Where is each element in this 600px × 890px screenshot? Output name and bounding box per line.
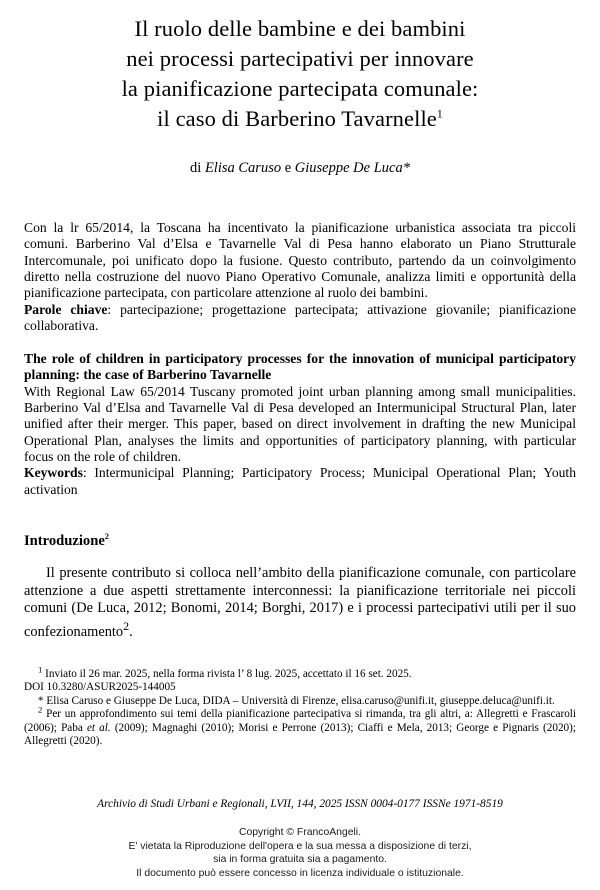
abstract-italian [24,220,576,334]
footnote-1-doi: DOI 10.3280/ASUR2025-144005 [24,681,176,694]
copyright-line-2: E' vietata la Riproduzione dell'opera e la sua messa a disposizione di terzi, [128,840,472,852]
section-heading-introduzione [24,532,576,550]
page-title [24,0,576,134]
byline-prefix: di [190,160,205,176]
title-line-2: nei processi partecipativi per innovare [126,46,474,71]
abstract-english-keywords [24,465,576,498]
footnote-2-text-before: Per un approfondimento sui temi della pianificazione partecipativa si rimanda, tra gli altri, a: Allegretti e Frascaroli (2006); Paba [24,708,577,734]
footnote-star-text: Elisa Caruso e Giuseppe De Luca, DIDA – Università di Firenze, elisa.caruso@unifi.it, giuseppe.deluca@unifi.it. [46,694,555,707]
introduction-footnote-marker: 2 [123,618,130,633]
section-heading-text: Introduzione [24,533,105,549]
section-heading-footnote-marker: 2 [104,532,109,542]
copyright-line-1: Copyright © FrancoAngeli. [238,827,361,838]
footnote-2 [24,704,577,748]
copyright-line-4: Il documento può essere concesso in licenza individuale o istituzionale. [136,867,464,879]
footnote-1 [24,664,576,681]
footnote-2-text-after: (2009); Magnaghi (2010); Morisi e Perrone (2013); Ciaffi e Mela, 2013; George e Pignaris (2020); Allegretti (2020). [24,721,576,748]
introduction-paragraph [24,565,576,641]
author-byline [24,158,576,178]
keywords-list-english: Intermunicipal Planning; Participatory Process; Municipal Operational Plan; Youth activation [24,465,577,497]
journal-citation-line: Archivio di Studi Urbani e Regionali, LVII, 144, 2025 ISSN 0004-0177 ISSNe 1971-8519 [97,798,503,810]
title-footnote-marker: 1 [436,107,443,121]
abstract-italian-body: Con la lr 65/2014, la Toscana ha incentivato la pianificazione urbanistica associata tra piccoli comuni. Barberino Val d’Elsa e Tavarnelle Val di Pesa hanno elaborato un Piano Strutturale Intercomunale, poi unificato dopo la fusione. Questo contributo, partendo da un coinvolgimento diretto nella costruzione del nuovo Piano Operativo Comunale, analizza limiti e opportunità della pianificazione partecipata, con particolare attenzione al ruolo dei bambini. [24,220,576,301]
footnote-2-marker: 2 [38,704,43,715]
keywords-separator-english: : [82,465,95,481]
title-line-4-text: il caso di Barberino Tavarnelle [157,106,437,131]
title-line-4 [24,104,576,134]
introduction-paragraph-end: . [129,623,133,640]
abstract-english [24,351,576,498]
byline-conjunction: e [281,160,295,176]
title-line-3: la pianificazione partecipata comunale: [121,76,479,101]
abstract-italian-keywords [24,302,576,335]
keywords-list-italian: partecipazione; progettazione partecipata; attivazione giovanile; pianificazione collaborativa. [24,301,576,334]
copyright-line-3: sia in forma gratuita sia a pagamento. [213,854,387,866]
abstract-english-title: The role of children in participatory processes for the innovation of municipal participatory planning: the case of Barberino Tavarnelle [24,350,576,383]
footnote-1-marker: 1 [38,664,43,675]
footnote-star-marker: * [38,694,44,707]
author-name-two: Giuseppe De Luca* [294,160,410,176]
abstract-english-body: With Regional Law 65/2014 Tuscany promoted joint urban planning among small municipalities. Barberino Val d’Elsa and Tavarnelle Val di Pesa developed an Intermunicipal Structural Plan, later unified after their merger. This paper, based on direct involvement in drafting the new Municipal Operational Plan, analyses the limits and opportunities of participatory planning, with particular focus on the role of children. [24,383,576,464]
footnotes-area [24,664,577,748]
copyright-notice [0,826,600,880]
author-name-one: Elisa Caruso [204,160,282,176]
footnote-star [24,695,576,708]
title-line-1: Il ruolo delle bambine e dei bambini [134,16,466,41]
introduction-paragraph-text: Il presente contributo si colloca nell’ambito della pianificazione comunale, con particolare attenzione a due aspetti strettamente interconnessi: la pianificazione territoriale nei piccoli comuni (De Luca, 2012; Bonomi, 2014; Borghi, 2017) e i processi partecipativi utili per il suo confezionamento [24,565,576,640]
keywords-label-english: Keywords [24,465,83,481]
keywords-separator-italian: : [107,301,121,317]
footnote-1-text: Inviato il 26 mar. 2025, nella forma rivista l’ 8 lug. 2025, accettato il 16 set. 2025. [45,668,412,680]
keywords-label-italian: Parole chiave [24,301,108,317]
footnote-2-et-al: et al. [86,721,111,734]
